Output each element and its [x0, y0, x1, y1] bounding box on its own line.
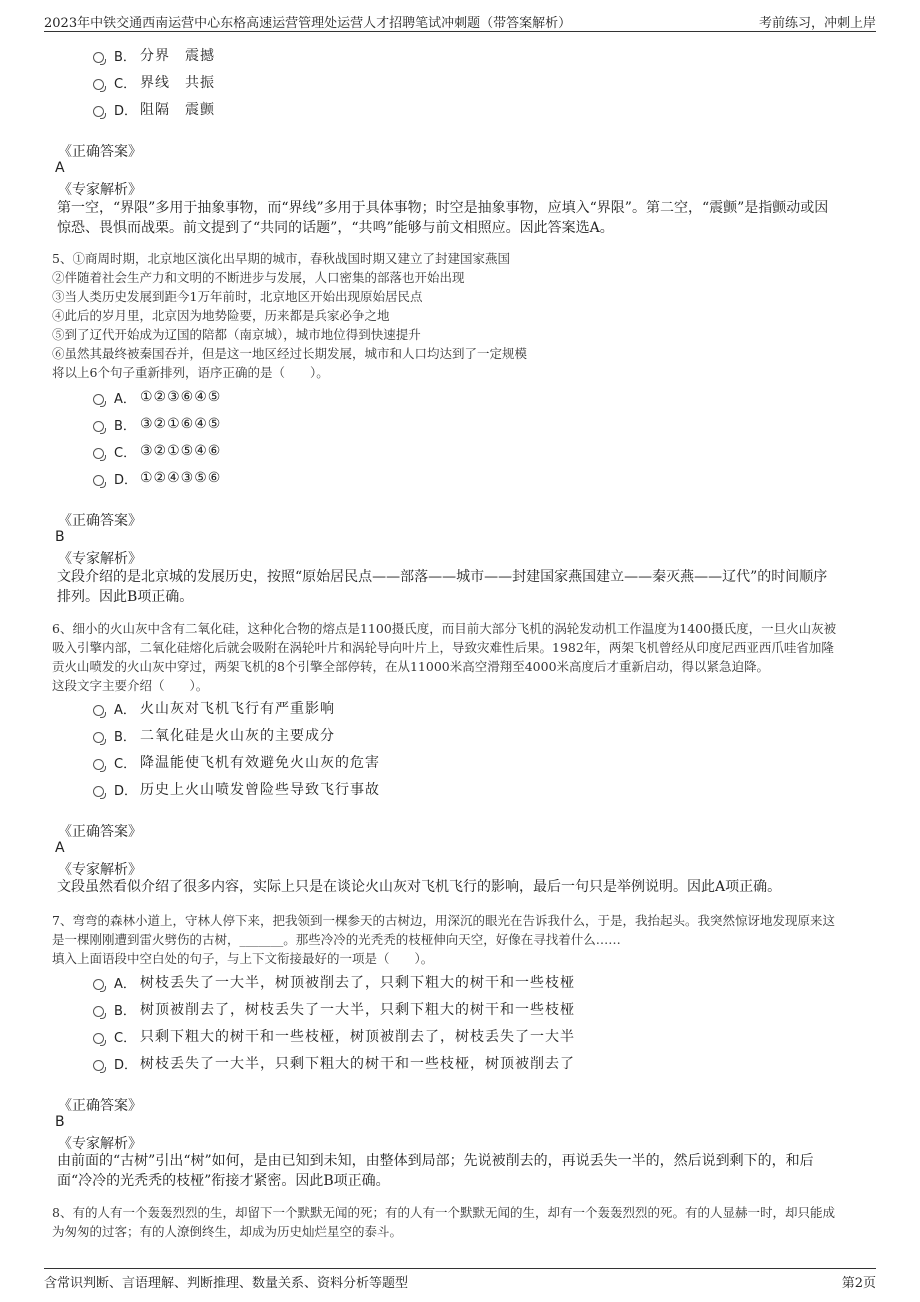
- question-6-stem: [52, 619, 872, 695]
- answer-heading: 《正确答案》: [58, 824, 142, 840]
- radio-icon[interactable]: [93, 394, 104, 405]
- question-line: 5、①商周时期，北京地区演化出早期的城市，春秋战国时期又建立了封建国家燕国: [52, 251, 510, 266]
- option-label: D．: [114, 783, 138, 799]
- option-label: B．: [114, 49, 136, 65]
- q6-option-a[interactable]: [93, 697, 335, 719]
- option-label: D．: [114, 103, 138, 119]
- option-label: C．: [114, 76, 137, 92]
- question-line: 6、细小的火山灰中含有二氧化硅，这种化合物的熔点是1100摄氏度，而目前大部分飞机的涡轮发动机工作温度为1400摄氏度，一旦火山灰被: [52, 621, 837, 636]
- radio-icon[interactable]: [93, 106, 104, 117]
- question-line: 将以上6个句子重新排列，语序正确的是（ ）。: [52, 365, 329, 380]
- analysis-heading: 《专家解析》: [58, 182, 142, 198]
- option-text: 降温能使飞机有效避免火山灰的危害: [140, 755, 380, 771]
- radio-icon[interactable]: [93, 475, 104, 486]
- option-text: 分界 震撼: [140, 48, 215, 64]
- option-text: ③②①⑥④⑤: [140, 416, 222, 432]
- q4-option-c[interactable]: [93, 71, 215, 93]
- question-line: 这段文字主要介绍（ ）。: [52, 678, 209, 693]
- question-line: 8、有的人有一个轰轰烈烈的生，却留下一个默默无闻的死；有的人有一个默默无闻的生，却有一个轰轰烈烈的死。有的人显赫一时，却只能成: [52, 1205, 835, 1220]
- radio-icon[interactable]: [93, 52, 104, 63]
- analysis-heading: 《专家解析》: [58, 1136, 142, 1152]
- analysis-text: [57, 1151, 867, 1191]
- answer-value: B: [55, 1114, 65, 1130]
- question-line: 吸入引擎内部，二氧化硅熔化后就会吸附在涡轮叶片和涡轮导向叶片上，导致灾难性后果。1982年，两架飞机曾经从印度尼西亚西爪哇省加隆: [52, 640, 834, 655]
- option-label: A．: [114, 391, 136, 407]
- q5-option-c[interactable]: [93, 440, 221, 462]
- question-line: ⑤到了辽代开始成为辽国的陪都（南京城），城市地位得到快速提升: [52, 327, 421, 342]
- q5-option-a[interactable]: [93, 386, 221, 408]
- question-line: ②伴随着社会生产力和文明的不断进步与发展，人口密集的部落也开始出现: [52, 270, 465, 285]
- option-text: 树顶被削去了，树枝丢失了一大半，只剩下粗大的树干和一些枝桠: [140, 1002, 575, 1018]
- question-line: 7、弯弯的森林小道上，守林人停下来，把我领到一棵参天的古树边，用深沉的眼光在告诉我什么，于是，我抬起头。我突然惊讶地发现原来这: [52, 913, 835, 928]
- document-title: 2023年中铁交通西南运营中心东格高速运营管理处运营人才招聘笔试冲刺题（带答案解析）: [44, 16, 572, 31]
- q7-option-b[interactable]: [93, 998, 575, 1020]
- analysis-line: 文段虽然看似介绍了很多内容，实际上只是在谈论火山灰对飞机飞行的影响，最后一句只是举例说明。因此A项正确。: [57, 879, 782, 895]
- option-label: C．: [114, 756, 137, 772]
- q4-option-b[interactable]: [93, 44, 215, 66]
- footer-divider: [44, 1268, 876, 1269]
- analysis-text: [57, 198, 867, 238]
- option-label: B．: [114, 418, 136, 434]
- option-label: B．: [114, 1003, 136, 1019]
- option-text: 树枝丢失了一大半，树顶被削去了，只剩下粗大的树干和一些枝桠: [140, 975, 575, 991]
- option-text: 界线 共振: [140, 75, 215, 91]
- radio-icon[interactable]: [93, 421, 104, 432]
- header-divider: [44, 31, 876, 32]
- option-text: 二氧化硅是火山灰的主要成分: [140, 728, 335, 744]
- question-5-stem: [52, 249, 872, 382]
- option-text: 只剩下粗大的树干和一些枝桠，树顶被削去了，树枝丢失了一大半: [140, 1029, 575, 1045]
- analysis-text: [57, 877, 867, 897]
- question-line: ⑥虽然其最终被秦国吞并，但是这一地区经过长期发展，城市和人口均达到了一定规模: [52, 346, 528, 361]
- question-line: 为匆匆的过客；有的人潦倒终生，却成为历史灿烂星空的泰斗。: [52, 1224, 403, 1239]
- q7-option-c[interactable]: [93, 1025, 575, 1047]
- question-line: 是一棵刚刚遭到雷火劈伤的古树，_______。那些冷冷的光秃秃的枝桠伸向天空，好像在寻找着什么……: [52, 932, 621, 947]
- option-label: A．: [114, 702, 136, 718]
- page-footer: [0, 1268, 920, 1302]
- q4-option-d[interactable]: [93, 98, 215, 120]
- q5-option-d[interactable]: [93, 467, 221, 489]
- answer-heading: 《正确答案》: [58, 513, 142, 529]
- option-label: B．: [114, 729, 136, 745]
- radio-icon[interactable]: [93, 79, 104, 90]
- analysis-line: 排列。因此B项正确。: [57, 589, 194, 605]
- radio-icon[interactable]: [93, 1006, 104, 1017]
- q7-option-d[interactable]: [93, 1052, 575, 1074]
- footer-description: 含常识判断、言语理解、判断推理、数量关系、资料分析等题型: [44, 1276, 409, 1291]
- option-text: 火山灰对飞机飞行有严重影响: [140, 701, 335, 717]
- question-line: ④此后的岁月里，北京因为地势险要，历来都是兵家必争之地: [52, 308, 390, 323]
- radio-icon[interactable]: [93, 759, 104, 770]
- option-text: 历史上火山喷发曾险些导致飞行事故: [140, 782, 380, 798]
- page-number: 第2页: [841, 1276, 876, 1291]
- question-8-stem: [52, 1203, 872, 1241]
- option-label: C．: [114, 445, 137, 461]
- answer-value: B: [55, 529, 65, 545]
- option-text: 树枝丢失了一大半，只剩下粗大的树干和一些枝桠，树顶被削去了: [140, 1056, 575, 1072]
- analysis-line: 由前面的“古树”引出“树”如何，是由已知到未知，由整体到局部；先说被削去的，再说丢失一半的，然后说到剩下的，和后: [57, 1153, 814, 1169]
- analysis-line: 文段介绍的是北京城的发展历史，按照“原始居民点——部落——城市——封建国家燕国建立——秦灭燕——辽代”的时间顺序: [57, 569, 828, 585]
- radio-icon[interactable]: [93, 1033, 104, 1044]
- option-label: C．: [114, 1030, 137, 1046]
- analysis-line: 第一空，“界限”多用于抽象事物，而“界线”多用于具体事物；时空是抽象事物，应填入“界限”。第二空，“震颤”是指颤动或因: [57, 200, 829, 216]
- radio-icon[interactable]: [93, 732, 104, 743]
- header-slogan: 考前练习，冲刺上岸: [758, 16, 876, 31]
- option-text: ①②④③⑤⑥: [140, 470, 222, 486]
- option-label: D．: [114, 472, 138, 488]
- answer-value: A: [55, 840, 65, 856]
- analysis-heading: 《专家解析》: [58, 862, 142, 878]
- answer-heading: 《正确答案》: [58, 1098, 142, 1114]
- question-line: ③当人类历史发展到距今1万年前时，北京地区开始出现原始居民点: [52, 289, 423, 304]
- page-header: [0, 0, 920, 34]
- analysis-line: 面“冷冷的光秃秃的枝桠”衔接才紧密。因此B项正确。: [57, 1173, 390, 1189]
- q5-option-b[interactable]: [93, 413, 221, 435]
- option-text: ①②③⑥④⑤: [140, 389, 222, 405]
- q6-option-d[interactable]: [93, 778, 380, 800]
- question-7-stem: [52, 911, 872, 968]
- option-text: ③②①⑤④⑥: [140, 443, 222, 459]
- answer-heading: 《正确答案》: [58, 144, 142, 160]
- radio-icon[interactable]: [93, 448, 104, 459]
- analysis-line: 惊恐、畏惧而战栗。前文提到了“共同的话题”，“共鸣”能够与前文相照应。因此答案选A。: [57, 220, 614, 236]
- radio-icon[interactable]: [93, 979, 104, 990]
- radio-icon[interactable]: [93, 786, 104, 797]
- question-line: 填入上面语段中空白处的句子，与上下文衔接最好的一项是（ ）。: [52, 951, 434, 966]
- option-label: A．: [114, 976, 136, 992]
- option-label: D．: [114, 1057, 138, 1073]
- radio-icon[interactable]: [93, 1060, 104, 1071]
- q6-option-c[interactable]: [93, 751, 380, 773]
- question-line: 贡火山喷发的火山灰中穿过，两架飞机的8个引擎全部停转，在从11000米高空滑翔至4000米高度后才重新启动，得以紧急迫降。: [52, 659, 770, 674]
- radio-icon[interactable]: [93, 705, 104, 716]
- analysis-heading: 《专家解析》: [58, 551, 142, 567]
- analysis-text: [57, 567, 867, 607]
- option-text: 阻隔 震颤: [140, 102, 215, 118]
- q6-option-b[interactable]: [93, 724, 335, 746]
- answer-value: A: [55, 160, 65, 176]
- q7-option-a[interactable]: [93, 971, 575, 993]
